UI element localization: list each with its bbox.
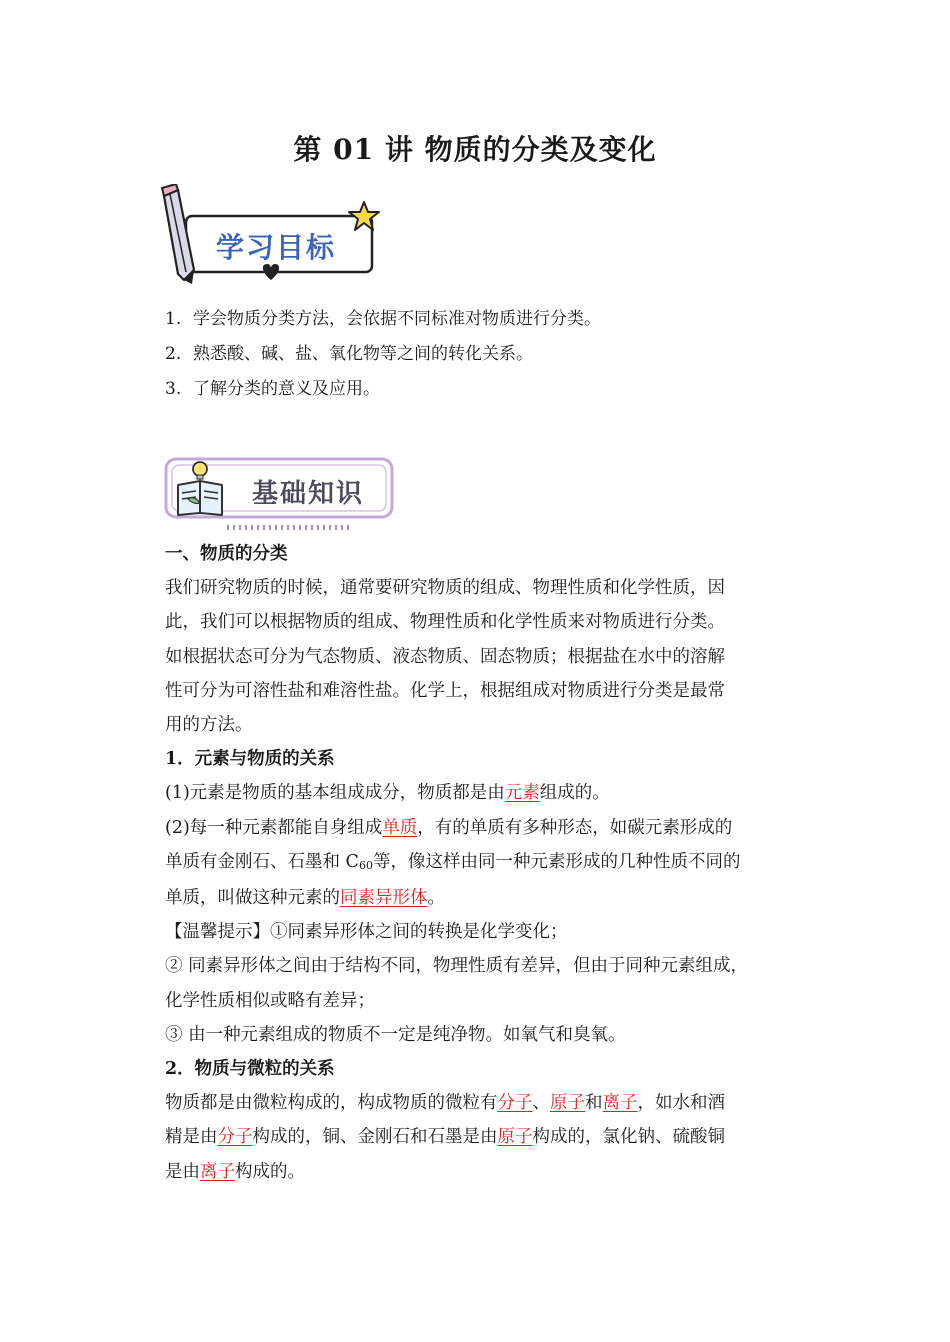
paragraph-line: 单质有金刚石、石墨和 $C_{60}$等，像这样由同一种元素形成的几种性质不同的 bbox=[165, 851, 741, 872]
paragraph-line: 用的方法。 bbox=[165, 715, 253, 736]
paragraph-line: 如根据状态可分为气态物质、液态物质、固态物质；根据盐在水中的溶解 bbox=[165, 646, 725, 667]
list-item: 1. 学会物质分类方法，会依据不同标准对物质进行分类。 bbox=[165, 309, 601, 329]
keyword-answer: 单质 bbox=[382, 817, 418, 838]
page-title: 第 01 讲 物质的分类及变化 bbox=[293, 133, 657, 166]
tip-line: 【温馨提示】①同素异形体之间的转换是化学变化； bbox=[165, 922, 568, 943]
basic-knowledge-label: 基础知识 bbox=[252, 479, 365, 509]
basic-knowledge-banner bbox=[164, 455, 396, 531]
keyword-answer: 离子 bbox=[200, 1161, 235, 1182]
learning-goals-label: 学习目标 bbox=[216, 231, 337, 264]
paragraph-line: (2)每一种元素都能自身组成单质，有的单质有多种形态，如碳元素形成的 bbox=[165, 817, 733, 838]
subsection-heading: 1．元素与物质的关系 bbox=[165, 749, 335, 770]
list-item: 2. 熟悉酸、碱、盐、氧化物等之间的转化关系。 bbox=[165, 344, 533, 364]
paragraph-line: 我们研究物质的时候，通常要研究物质的组成、物理性质和化学性质，因 bbox=[165, 578, 725, 599]
keyword-answer: 原子 bbox=[497, 1127, 533, 1148]
tip-line: ② 同素异形体之间由于结构不同，物理性质有差异，但由于同种元素组成， bbox=[165, 956, 749, 977]
keyword-answer: 分子 bbox=[497, 1093, 533, 1114]
paragraph-line: 精是由分子构成的，铜、金刚石和石墨是由原子构成的，氯化钠、硫酸铜 bbox=[165, 1127, 725, 1148]
paragraph-line: 单质，叫做这种元素的同素异形体。 bbox=[165, 888, 445, 909]
keyword-answer: 原子 bbox=[550, 1093, 585, 1114]
paragraph-line: 物质都是由微粒构成的，构成物质的微粒有分子、原子和离子，如水和酒 bbox=[165, 1093, 725, 1114]
list-item: 3. 了解分类的意义及应用。 bbox=[165, 379, 380, 399]
keyword-answer: 同素异形体 bbox=[340, 888, 428, 909]
paragraph-line: 此，我们可以根据物质的组成、物理性质和化学性质来对物质进行分类。 bbox=[165, 612, 725, 633]
section-heading: 一、物质的分类 bbox=[165, 544, 288, 564]
basic-knowledge-content bbox=[165, 537, 793, 1189]
paragraph-line: 是由离子构成的。 bbox=[165, 1161, 305, 1182]
learning-goals-banner bbox=[158, 184, 384, 288]
keyword-answer: 分子 bbox=[217, 1127, 253, 1148]
subsection-heading: 2．物质与微粒的关系 bbox=[165, 1059, 335, 1080]
keyword-answer: 元素 bbox=[504, 783, 540, 804]
learning-goals-list bbox=[165, 302, 601, 407]
subscript: 60 bbox=[358, 858, 373, 872]
tip-line: 化学性质相似或略有差异； bbox=[165, 990, 375, 1011]
paragraph-line: 性可分为可溶性盐和难溶性盐。化学上，根据组成对物质进行分类是最常 bbox=[165, 680, 725, 701]
tip-line: ③ 由一种元素组成的物质不一定是纯净物。如氧气和臭氧。 bbox=[165, 1024, 626, 1045]
keyword-answer: 离子 bbox=[602, 1093, 638, 1114]
paragraph-line: (1)元素是物质的基本组成成分，物质都是由元素组成的。 bbox=[165, 783, 610, 804]
